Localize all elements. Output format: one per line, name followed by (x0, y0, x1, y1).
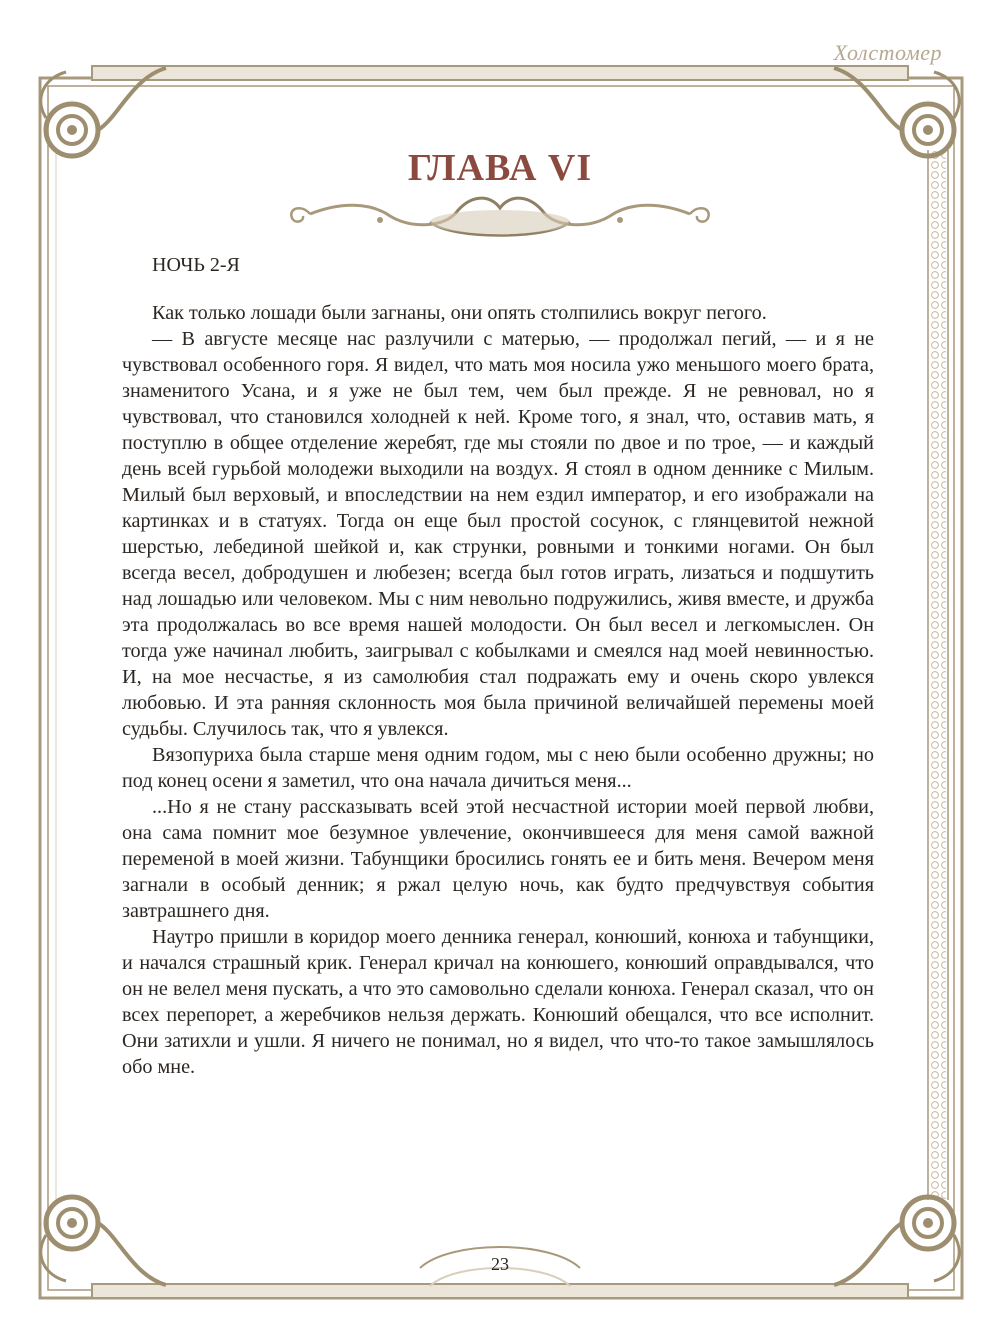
paragraph-3: Вязопуриха была старше меня одним годом, мы с нею были особенно дружны; но под конец осени я заметил, что она начала дичиться меня... (122, 744, 874, 792)
running-header: Холстомер (833, 40, 942, 65)
corner-ornament-top-left (41, 68, 166, 156)
paragraph-1: Как только лошади были загнаны, они опять столпились вокруг пегого. (152, 302, 767, 324)
chapter-title: ГЛАВА VI (407, 147, 593, 189)
body-text (122, 252, 874, 1080)
paragraph-4: ...Но я не стану рассказывать всей этой несчастной истории моей первой любви, она сама помнит мое безумное увлечение, окончившееся для меня самой важной переменой в моей жизни. Табунщики бросились гонять ее и бить меня. Вечером меня загнали в особый денник; я ржал целую ночь, как будто предчувствуя события завтрашнего дня. (122, 796, 874, 922)
page-number: 23 (491, 1254, 509, 1274)
paragraph-2: — В августе месяце нас разлучили с матерью, — продолжал пегий, — и я не чувствовал особенного горя. Я видел, что мать моя носила ужо меньшого моего брата, знаменитого Усана, и я уже не был тем, чем был прежде. Я не ревновал, но я чувствовал, что становился холодней к ней. Кроме того, я знал, что, оставив мать, я поступлю в общее отделение жеребят, где мы стояли по двое и по трое, — и каждый день всей гурьбой молодежи выходили на воздух. Я стоял в одном деннике с Милым. Милый был верховый, и впоследствии на нем ездил император, и его изображали на картинках и в статуях. Тогда он еще был простой сосунок, с глянцевитой нежной шерстью, лебединой шейкой и, как струнки, ровными и тонкими ногами. Он был всегда весел, добродушен и любезен; всегда был готов играть, лизаться и подшутить над лошадью или человеком. Мы с ним невольно подружились, живя вместе, и дружба эта продолжалась во все время нашей молодости. Он был весел и легкомыслен. Он тогда уже начинал любить, заигрывал с кобылками и смеялся над моей невинностью. И, на мое несчастье, я из самолюбия стал подражать ему и очень скоро увлекся любовью. И эта ранняя склонность моя была причиной величайшей перемены моей судьбы. Случилось так, что я увлекся. (122, 328, 874, 740)
corner-ornament-top-right (834, 68, 959, 156)
title-flourish (291, 198, 708, 235)
section-subheading: НОЧЬ 2-Я (152, 254, 240, 276)
paragraph-5: Наутро пришли в коридор моего денника генерал, конюший, конюха и табунщики, и начался страшный крик. Генерал кричал на конюшего, конюший оправдывался, что он не велел меня пускать, а что это самовольно сделали конюха. Генерал сказал, что он всех перепорет, а жеребчиков нельзя держать. Конюший обещался, что все исполнит. Они затихли и ушли. Я ничего не понимал, но я видел, что что-то такое замышлялось обо мне. (122, 926, 874, 1078)
